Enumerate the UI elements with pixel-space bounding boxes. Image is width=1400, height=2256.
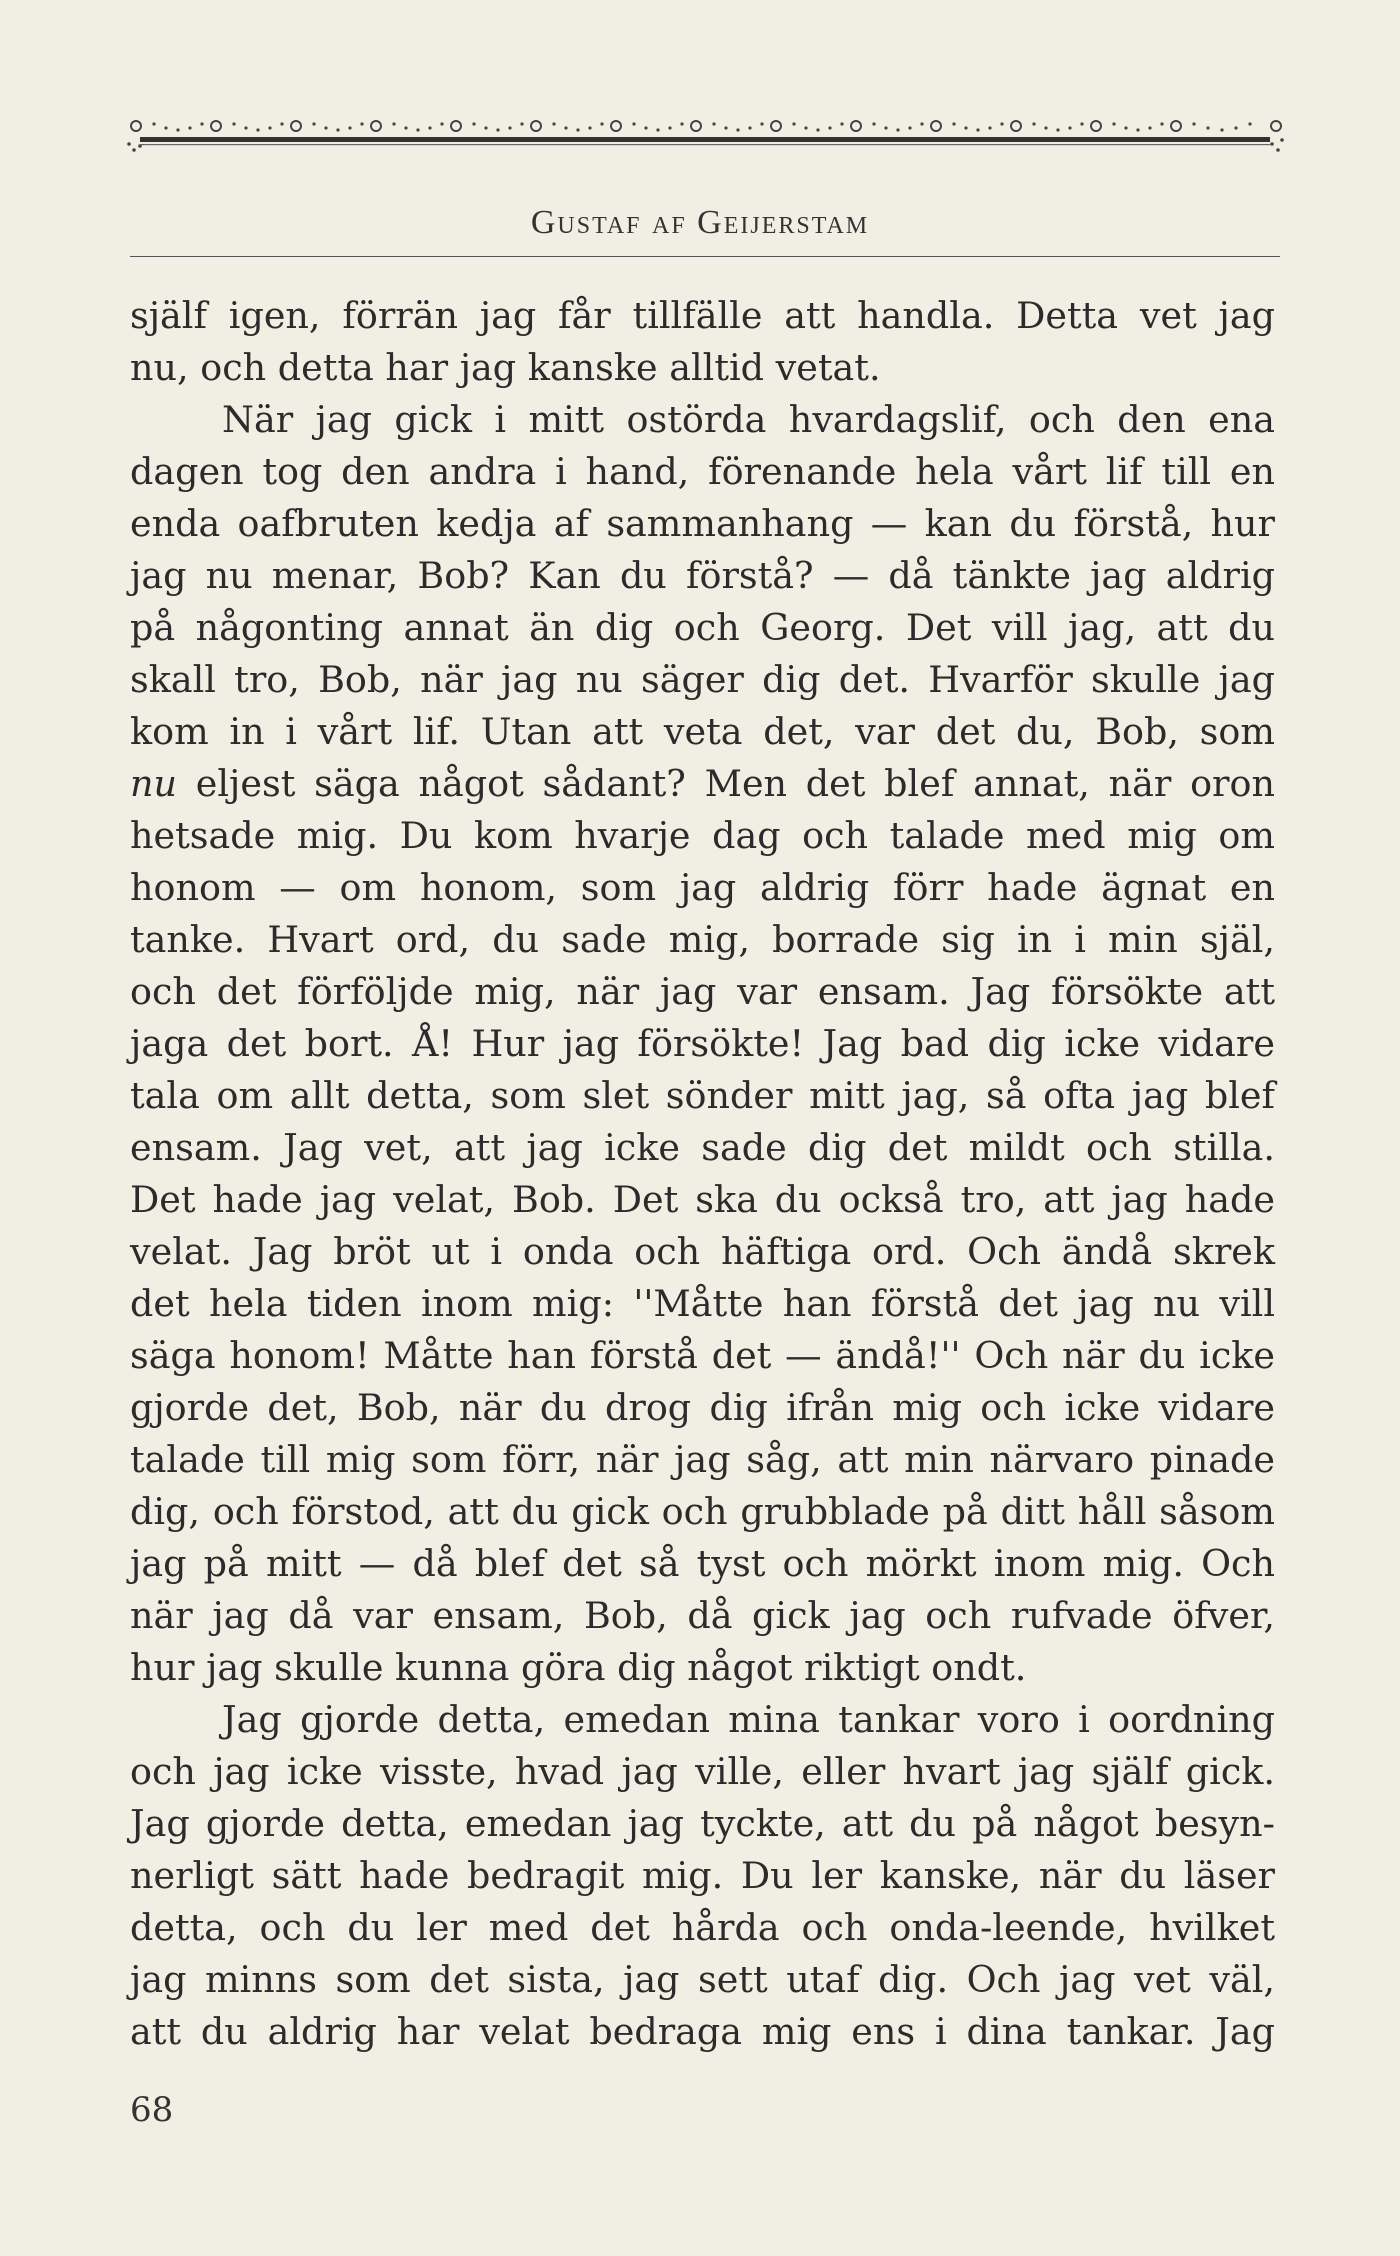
text-line: jag på mitt — då blef det så tyst och mörkt inom mig. Och: [130, 1542, 1275, 1585]
text-line: nerligt sätt hade bedragit mig. Du ler kanske, när du läser: [130, 1854, 1275, 1897]
text-line: skall tro, Bob, när jag nu säger dig det. Hvarför skulle jag: [130, 658, 1275, 701]
italic-word: nu: [130, 762, 178, 805]
text-line: på någonting annat än dig och Georg. Det vill jag, att du: [130, 606, 1275, 649]
text-line: ensam. Jag vet, att jag icke sade dig det mildt och stilla.: [130, 1126, 1275, 1169]
text-line: honom — om honom, som jag aldrig förr hade ägnat en: [130, 866, 1275, 909]
text-line: jaga det bort. Å! Hur jag försökte! Jag bad dig icke vidare: [130, 1022, 1275, 1065]
text-line: Jag gjorde detta, emedan mina tankar voro i oordning: [222, 1698, 1275, 1741]
text-line: jag nu menar, Bob? Kan du förstå? — då tänkte jag aldrig: [130, 554, 1275, 597]
text-line: när jag då var ensam, Bob, då gick jag och rufvade öfver,: [130, 1594, 1275, 1637]
text-line: själf igen, förrän jag får tillfälle att handla. Detta vet jag: [130, 294, 1275, 337]
text-line: dig, och förstod, att du gick och grubblade på ditt håll såsom: [130, 1490, 1275, 1533]
text-line: velat. Jag bröt ut i onda och häftiga ord. Och ändå skrek: [130, 1230, 1275, 1273]
ornament-border: [126, 118, 1286, 178]
text-line: säga honom! Måtte han förstå det — ändå!'' Och när du icke: [130, 1334, 1275, 1377]
running-header: Gustaf af Geijerstam: [530, 204, 870, 241]
text-line: det hela tiden inom mig: ''Måtte han förstå det jag nu vill: [130, 1282, 1275, 1325]
text-line: talade till mig som förr, när jag såg, att min närvaro pinade: [130, 1438, 1275, 1481]
body-text: [130, 290, 1275, 2058]
text-line: och det förföljde mig, när jag var ensam. Jag försökte att: [130, 970, 1275, 1013]
text-line: jag minns som det sista, jag sett utaf dig. Och jag vet väl,: [130, 1958, 1275, 2001]
header-rule: [130, 256, 1280, 257]
text-line: Jag gjorde detta, emedan jag tyckte, att du på något besyn-: [130, 1802, 1275, 1845]
text-line: nu, och detta har jag kanske alltid vetat.: [130, 346, 881, 389]
text-line: gjorde det, Bob, när du drog dig ifrån mig och icke vidare: [130, 1386, 1275, 1429]
page-number: 68: [130, 2090, 174, 2130]
text-line: När jag gick i mitt ostörda hvardagslif, och den ena: [222, 398, 1275, 441]
text-line: dagen tog den andra i hand, förenande hela vårt lif till en: [130, 450, 1275, 493]
text-line: hur jag skulle kunna göra dig något riktigt ondt.: [130, 1646, 1027, 1689]
text-line: kom in i vårt lif. Utan att veta det, var det du, Bob, som: [130, 710, 1275, 753]
text-line: och jag icke visste, hvad jag ville, eller hvart jag själf gick.: [130, 1750, 1275, 1793]
text-line: tala om allt detta, som slet sönder mitt jag, så ofta jag blef: [130, 1074, 1275, 1117]
text-line: tanke. Hvart ord, du sade mig, borrade sig in i min själ,: [130, 918, 1275, 961]
text-line: Det hade jag velat, Bob. Det ska du också tro, att jag hade: [130, 1178, 1275, 1221]
text-line: att du aldrig har velat bedraga mig ens i dina tankar. Jag: [130, 2010, 1275, 2053]
text-line: [130, 758, 1275, 810]
text-line: detta, och du ler med det hårda och onda-leende, hvilket: [130, 1906, 1275, 1949]
text-line-rest: eljest säga något sådant? Men det blef annat, när oron: [195, 762, 1275, 805]
text-line: enda oafbruten kedja af sammanhang — kan du förstå, hur: [130, 502, 1275, 545]
text-line: hetsade mig. Du kom hvarje dag och talade med mig om: [130, 814, 1275, 857]
